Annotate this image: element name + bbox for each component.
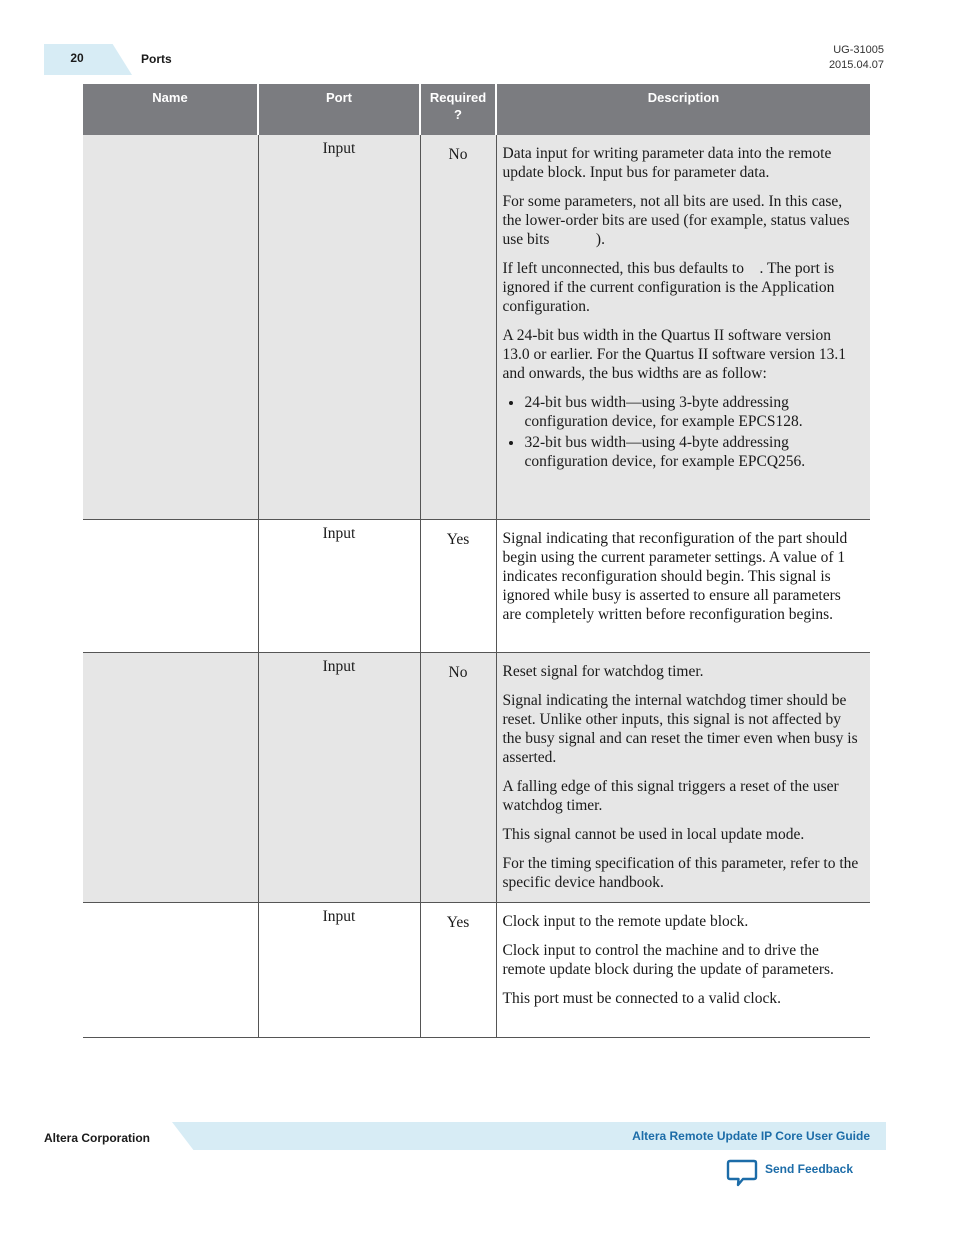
table-row xyxy=(83,902,870,1037)
description-cell xyxy=(496,135,870,519)
description-paragraph: Signal indicating the internal watchdog timer should be reset. Unlike other inputs, this signal is not affected by the busy signal and can reset the timer even when busy is asserted. xyxy=(502,691,858,766)
doc-date: 2015.04.07 xyxy=(828,59,884,71)
name-cell xyxy=(83,652,258,902)
description-paragraph: Clock input to the remote update block. xyxy=(502,912,749,930)
required-cell: Yes xyxy=(420,519,496,652)
name-cell xyxy=(83,902,258,1037)
description-paragraph: A 24-bit bus width in the Quartus II software version 13.0 or earlier. For the Quartus II software version 13.1 and onwards, the bus widths are as follow: xyxy=(502,327,846,382)
description-paragraph: For some parameters, not all bits are used. In this case, the lower-order bits are used (for example, status values use bits ). xyxy=(502,193,854,248)
required-cell: No xyxy=(420,652,496,902)
port-cell: Input xyxy=(258,902,420,1037)
description-paragraph: This signal cannot be used in local update mode. xyxy=(502,825,805,843)
table-row xyxy=(83,652,870,902)
list-item: • 24-bit bus width—using 3-byte addressing configuration device, for example EPCS128. xyxy=(524,393,861,431)
name-cell xyxy=(83,135,258,519)
company-name: Altera Corporation xyxy=(44,1131,151,1145)
doc-id: UG-31005 xyxy=(833,44,884,56)
ports-table xyxy=(83,84,870,1038)
table-header-row xyxy=(83,84,870,135)
description-paragraph: Signal indicating that reconfiguration of the part should begin using the current parameter settings. A value of 1 indicates reconfiguration should begin. This signal is ignored while busy is asserted to ensure all parameters are completely written before reconfiguration begins. xyxy=(502,529,848,623)
col-header-port: Port xyxy=(258,84,420,135)
list-item: • 32-bit bus width—using 4-byte addressing configuration device, for example EPCQ256. xyxy=(524,433,861,471)
description-cell xyxy=(496,902,870,1037)
description-cell xyxy=(496,652,870,902)
description-paragraph: Data input for writing parameter data into the remote update block. Input bus for parameter data. xyxy=(502,145,832,181)
col-header-name: Name xyxy=(83,84,258,135)
col-header-required-label: Required ? xyxy=(429,90,487,122)
description-paragraph: A falling edge of this signal triggers a reset of the user watchdog timer. xyxy=(502,777,839,814)
required-cell: Yes xyxy=(420,902,496,1037)
description-cell xyxy=(496,519,870,652)
table-row xyxy=(83,519,870,652)
col-header-description: Description xyxy=(496,84,870,135)
description-paragraph: This port must be connected to a valid clock. xyxy=(502,989,781,1007)
required-cell: No xyxy=(420,135,496,519)
table-row xyxy=(83,135,870,519)
port-cell: Input xyxy=(258,135,420,519)
name-cell xyxy=(83,519,258,652)
page-number: 20 xyxy=(70,51,84,65)
description-paragraph: Reset signal for watchdog timer. xyxy=(502,662,704,680)
description-paragraph: For the timing specification of this parameter, refer to the specific device handbook. xyxy=(502,854,859,891)
doc-info xyxy=(829,43,884,73)
send-feedback-link[interactable] xyxy=(726,1158,853,1188)
col-header-required xyxy=(420,84,496,135)
port-cell: Input xyxy=(258,519,420,652)
speech-bubble-icon xyxy=(726,1158,758,1188)
guide-title-link[interactable]: Altera Remote Update IP Core User Guide xyxy=(632,1129,870,1143)
port-cell: Input xyxy=(258,652,420,902)
bus-width-list xyxy=(503,393,861,471)
description-paragraph: If left unconnected, this bus defaults to . The port is ignored if the current configuration is the Application configuration. xyxy=(502,260,839,315)
description-paragraph: Clock input to control the machine and to drive the remote update block during the update of parameters. xyxy=(502,941,834,978)
section-title: Ports xyxy=(141,52,172,66)
send-feedback-label: Send Feedback xyxy=(765,1162,854,1176)
